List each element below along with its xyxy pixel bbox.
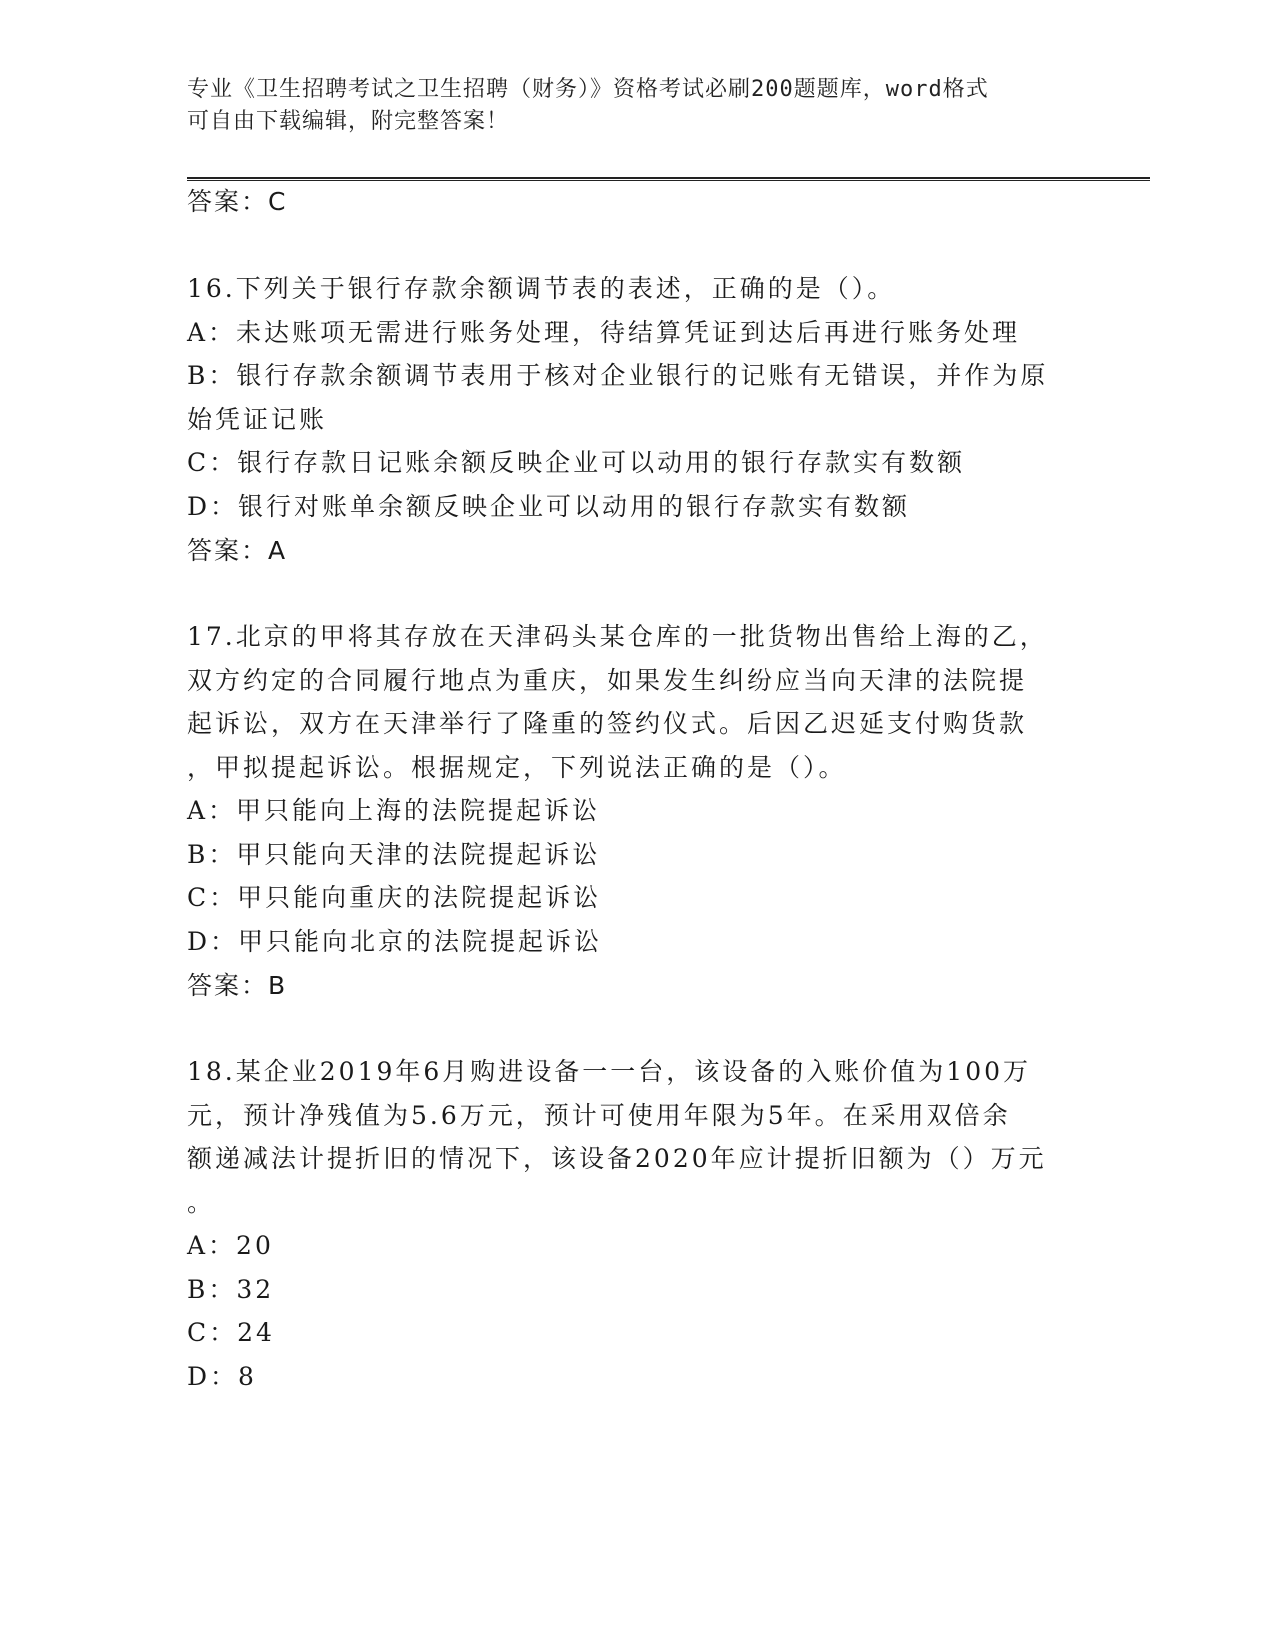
q17-stem-line4: ，甲拟提起诉讼。根据规定，下列说法正确的是（）。 xyxy=(187,753,847,782)
answer-15: 答案：C xyxy=(187,187,288,216)
q16-option-b-line1: B：银行存款余额调节表用于核对企业银行的记账有无错误，并作为原 xyxy=(187,361,1049,390)
q18-stem-line4: 。 xyxy=(187,1188,216,1217)
q18-stem-line3: 额递减法计提折旧的情况下，该设备2020年应计提折旧额为（）万元 xyxy=(187,1144,1047,1173)
q17-option-c: C：甲只能向重庆的法院提起诉讼 xyxy=(187,883,602,912)
q17-stem-line2: 双方约定的合同履行地点为重庆，如果发生纠纷应当向天津的法院提 xyxy=(187,666,1028,695)
q17-stem-line3: 起诉讼，双方在天津举行了隆重的签约仪式。后因乙迟延支付购货款 xyxy=(187,709,1028,738)
header-line-1: 专业《卫生招聘考试之卫生招聘（财务）》资格考试必刷200题题库，word格式 xyxy=(187,77,989,102)
q18-stem-line1: 18.某企业2019年6月购进设备一一台，该设备的入账价值为100万 xyxy=(187,1057,1032,1086)
q18-option-a: A：20 xyxy=(187,1231,274,1260)
q18-stem-line2: 元，预计净残值为5.6万元，预计可使用年限为5年。在采用双倍余 xyxy=(187,1101,1011,1130)
q16-answer: 答案：A xyxy=(187,536,288,565)
q16-option-a: A：未达账项无需进行账务处理，待结算凭证到达后再进行账务处理 xyxy=(187,318,1021,347)
q18-option-b: B：32 xyxy=(187,1275,275,1304)
header-divider xyxy=(187,177,1150,181)
q16-option-c: C：银行存款日记账余额反映企业可以动用的银行存款实有数额 xyxy=(187,448,966,477)
header-line-2: 可自由下载编辑，附完整答案！ xyxy=(187,109,510,134)
q17-option-d: D：甲只能向北京的法院提起诉讼 xyxy=(187,927,603,956)
q17-answer: 答案：B xyxy=(187,971,288,1000)
document-header xyxy=(187,74,1067,138)
q17-option-b: B：甲只能向天津的法院提起诉讼 xyxy=(187,840,601,869)
q17-stem-line1: 17.北京的甲将其存放在天津码头某仓库的一批货物出售给上海的乙， xyxy=(187,622,1048,651)
q18-option-c: C：24 xyxy=(187,1318,275,1347)
q17-option-a: A：甲只能向上海的法院提起诉讼 xyxy=(187,796,601,825)
q16-option-d: D：银行对账单余额反映企业可以动用的银行存款实有数额 xyxy=(187,492,911,521)
q18-option-d: D：8 xyxy=(187,1362,257,1391)
q16-stem: 16.下列关于银行存款余额调节表的表述，正确的是（）。 xyxy=(187,274,896,303)
q16-option-b-line2: 始凭证记账 xyxy=(187,405,328,434)
